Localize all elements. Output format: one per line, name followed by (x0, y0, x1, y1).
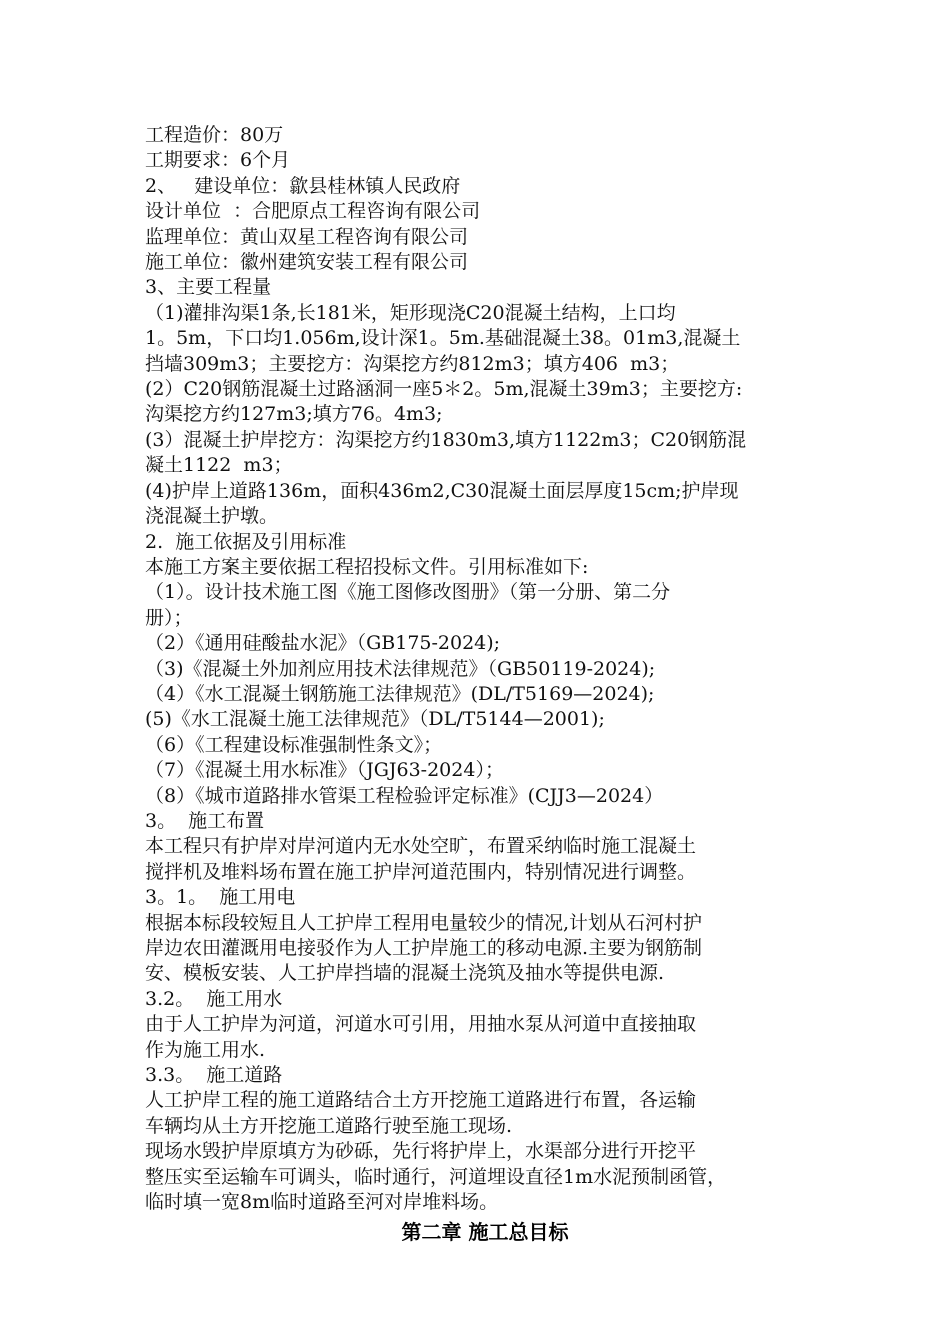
text-line: 浇混凝土护墩。 (145, 505, 279, 528)
text-line: 作为施工用水. (145, 1038, 266, 1061)
section-heading: 3.2。 施工用水 (145, 987, 283, 1010)
section-heading: 3、主要工程量 (145, 276, 272, 299)
text-line: 安、模板安装、人工护岸挡墙的混凝土浇筑及抽水等提供电源. (145, 962, 665, 985)
text-line: （1）。设计技术施工图《施工图修改图册》（第一分册、第二分 (145, 581, 671, 604)
section-heading: 3。 施工布置 (145, 809, 265, 832)
text-line: （7）《混凝土用水标准》（JGJ63-2024）； (145, 759, 504, 782)
text-line: （3)《混凝土外加剂应用技术法律规范》（GB50119-2024); (145, 657, 656, 680)
text-line: 搅拌机及堆料场布置在施工护岸河道范围内，特别情况进行调整。 (145, 860, 697, 883)
chapter-title: 第二章 施工总目标 (401, 1220, 569, 1245)
text-line: 根据本标段较短且人工护岸工程用电量较少的情况,计划从石河村护 (145, 911, 703, 934)
text-line: 现场水毁护岸原填方为砂砾，先行将护岸上，水渠部分进行开挖平 (145, 1140, 697, 1163)
text-line: 施工单位：徽州建筑安装工程有限公司 (145, 251, 469, 274)
text-line: （6）《工程建设标准强制性条文》； (145, 733, 443, 756)
text-line: (2）C20钢筋混凝土过路涵洞一座5＊2。5m,混凝土39m3；主要挖方: (145, 378, 743, 401)
text-line: （4）《水工混凝土钢筋施工法律规范》(DL/T5169—2024); (145, 682, 655, 705)
text-line: （8）《城市道路排水管渠工程检验评定标准》(CJJ3—2024） (145, 784, 664, 807)
text-line: 挡墙309m3；主要挖方：沟渠挖方约812m3；填方406 m3； (145, 352, 680, 375)
text-line: 本施工方案主要依据工程招投标文件。引用标准如下: (145, 555, 589, 578)
text-line: 设计单位 ：合肥原点工程咨询有限公司 (145, 200, 481, 223)
text-line: 由于人工护岸为河道，河道水可引用，用抽水泵从河道中直接抽取 (145, 1013, 697, 1036)
text-line: (4)护岸上道路136m，面积436m2,C30混凝土面层厚度15cm;护岸现 (145, 479, 739, 502)
text-line: 工程造价：80万 (145, 124, 284, 146)
text-line: 沟渠挖方约127m3;填方76。4m3; (145, 403, 443, 426)
text-line: 工期要求：6个月 (145, 149, 291, 172)
text-line: 1。5m，下口均1.056m,设计深1。5m.基础混凝土38。01m3,混凝土 (145, 327, 741, 350)
text-line: (5)《水工混凝土施工法律规范》（DL/T5144—2001); (145, 708, 605, 731)
text-line: 车辆均从土方开挖施工道路行驶至施工现场. (145, 1114, 513, 1137)
text-line: (3）混凝土护岸挖方：沟渠挖方约1830m3,填方1122m3；C20钢筋混 (145, 428, 747, 451)
text-line: 人工护岸工程的施工道路结合土方开挖施工道路进行布置，各运输 (145, 1089, 697, 1112)
section-heading: 3。1。 施工用电 (145, 886, 296, 909)
text-line: （1)灌排沟渠1条,长181米，矩形现浇C20混凝土结构，上口均 (145, 301, 676, 324)
section-heading: 3.3。 施工道路 (145, 1064, 283, 1087)
text-line: 凝土1122 m3； (145, 454, 293, 477)
text-line: 本工程只有护岸对岸河道内无水处空旷，布置采纳临时施工混凝土 (145, 835, 697, 858)
text-line: 临时填一宽8m临时道路至河对岸堆料场。 (145, 1191, 499, 1214)
text-line: 整压实至运输车可调头，临时通行，河道埋设直径1m水泥预制函管， (145, 1165, 727, 1188)
document-body (145, 123, 825, 1247)
text-line: 岸边农田灌溉用电接驳作为人工护岸施工的移动电源.主要为钢筋制 (145, 937, 703, 959)
text-line: 册）； (145, 606, 193, 629)
text-line: （2）《通用硅酸盐水泥》（GB175-2024); (145, 632, 501, 655)
text-line: 监理单位：黄山双星工程咨询有限公司 (145, 225, 469, 248)
section-heading: 2. 施工依据及引用标准 (145, 530, 347, 553)
text-line: 2、 建设单位：歙县桂林镇人民政府 (145, 174, 461, 197)
